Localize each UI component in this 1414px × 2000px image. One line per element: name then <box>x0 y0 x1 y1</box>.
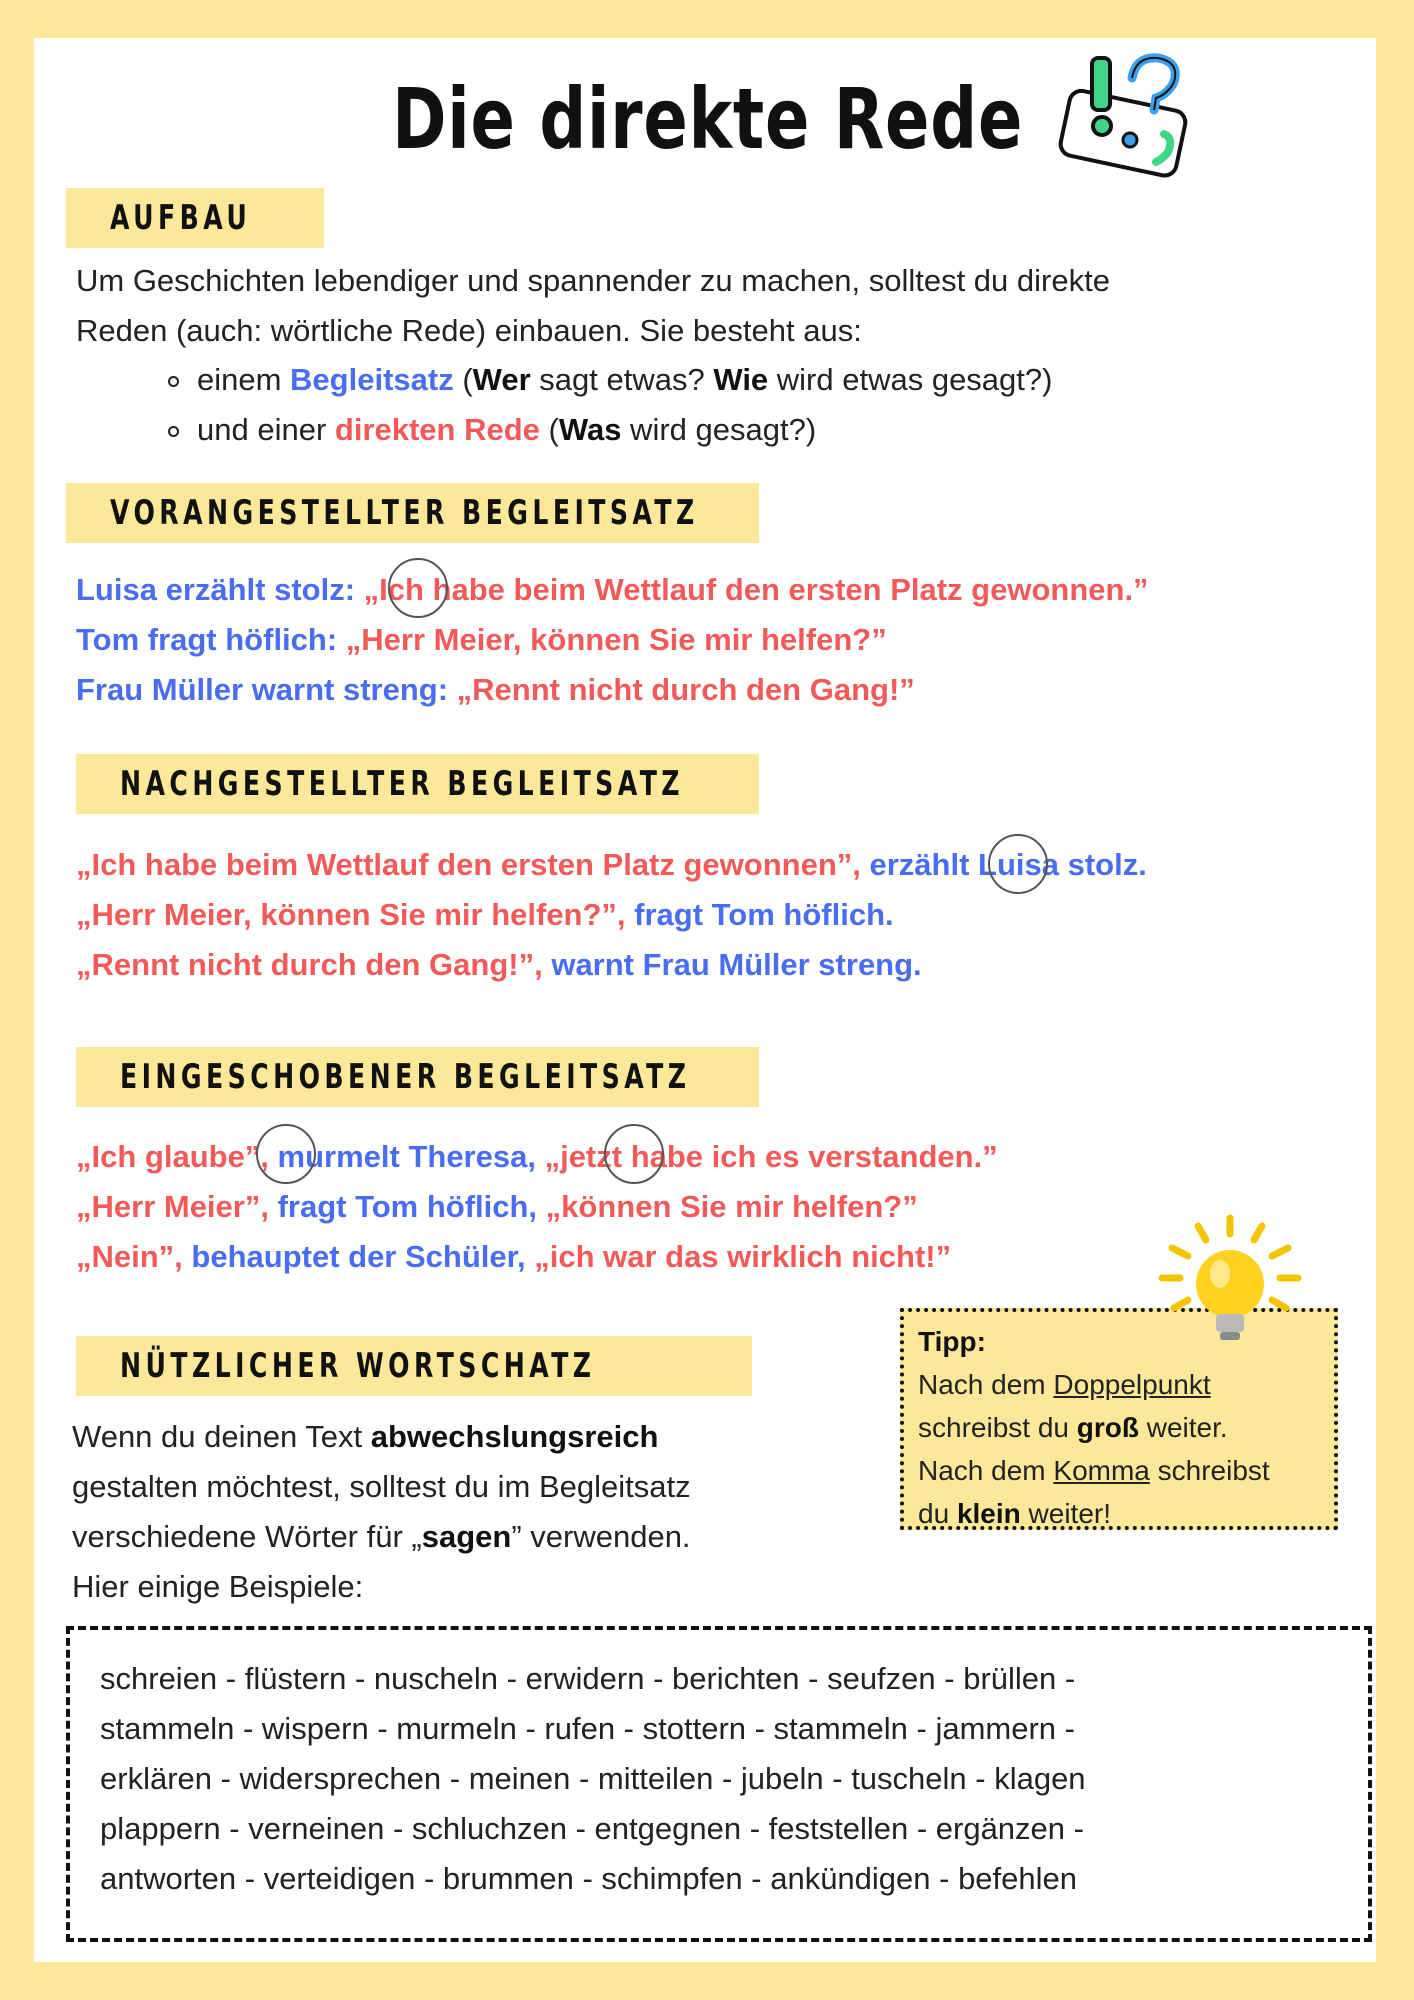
section-heading-aufbau: AUFBAU <box>66 188 324 248</box>
vocabulary-line: plappern - verneinen - schluchzen - entgegnen - feststellen - ergänzen - <box>100 1811 1084 1846</box>
highlight-circle <box>388 558 448 618</box>
example-line: Luisa erzählt stolz: „Ich habe beim Wettlauf den ersten Platz gewonnen.” <box>76 572 1149 607</box>
vocabulary-line: antworten - verteidigen - brummen - schimpfen - ankündigen - befehlen <box>100 1861 1078 1896</box>
example-line: Frau Müller warnt streng: „Rennt nicht durch den Gang!” <box>76 672 915 707</box>
page-title: Die direkte Rede <box>392 70 1024 168</box>
example-line: „Herr Meier, können Sie mir helfen?”, fragt Tom höflich. <box>76 897 894 932</box>
example-line: Tom fragt höflich: „Herr Meier, können Sie mir helfen?” <box>76 622 887 657</box>
vocabulary-line: erklären - widersprechen - meinen - mitteilen - jubeln - tuscheln - klagen <box>100 1761 1086 1796</box>
structure-list <box>164 355 1052 455</box>
section-heading-eingeschoben: EINGESCHOBENER BEGLEITSATZ <box>76 1047 759 1107</box>
section-heading-nachgestellt: NACHGESTELLTER BEGLEITSATZ <box>76 754 759 814</box>
punctuation-sign-icon <box>1052 48 1202 178</box>
tip-box: Tipp: Nach dem Doppelpunkt schreibst du groß weiter. Nach dem Komma schreibst du klein weiter! <box>900 1308 1338 1530</box>
section-heading-vorangestellt: VORANGESTELLTER BEGLEITSATZ <box>66 483 759 543</box>
example-line: „Herr Meier”, fragt Tom höflich, „können Sie mir helfen?” <box>76 1189 918 1224</box>
example-line: „Ich glaube”, murmelt Theresa, „jetzt habe ich es verstanden.” <box>76 1139 998 1174</box>
section-heading-wortschatz: NÜTZLICHER WORTSCHATZ <box>76 1336 752 1396</box>
list-item: und einer direkten Rede (Was wird gesagt?) <box>164 405 1052 455</box>
vocabulary-line: stammeln - wispern - murmeln - rufen - stottern - stammeln - jammern - <box>100 1711 1075 1746</box>
example-line: „Ich habe beim Wettlauf den ersten Platz gewonnen”, erzählt Luisa stolz. <box>76 847 1147 882</box>
list-item: einem Begleitsatz (Wer sagt etwas? Wie wird etwas gesagt?) <box>164 355 1052 405</box>
vocabulary-line: schreien - flüstern - nuscheln - erwidern - berichten - seufzen - brüllen - <box>100 1661 1076 1696</box>
highlight-circle <box>604 1124 664 1184</box>
vocabulary-box <box>66 1626 1372 1942</box>
lightbulb-icon <box>1150 1212 1310 1352</box>
intro-text: Um Geschichten lebendiger und spannender zu machen, solltest du direkte Reden (auch: wörtliche Rede) einbauen. Sie besteht aus: <box>76 263 1110 348</box>
example-line: „Nein”, behauptet der Schüler, „ich war das wirklich nicht!” <box>76 1239 952 1274</box>
highlight-circle <box>988 834 1048 894</box>
example-line: „Rennt nicht durch den Gang!”, warnt Frau Müller streng. <box>76 947 922 982</box>
wortschatz-text: Wenn du deinen Text abwechslungsreich gestalten möchtest, solltest du im Begleitsatz verschiedene Wörter für „sagen” verwenden. Hier einige Beispiele: <box>72 1419 691 1604</box>
highlight-circle <box>256 1124 316 1184</box>
